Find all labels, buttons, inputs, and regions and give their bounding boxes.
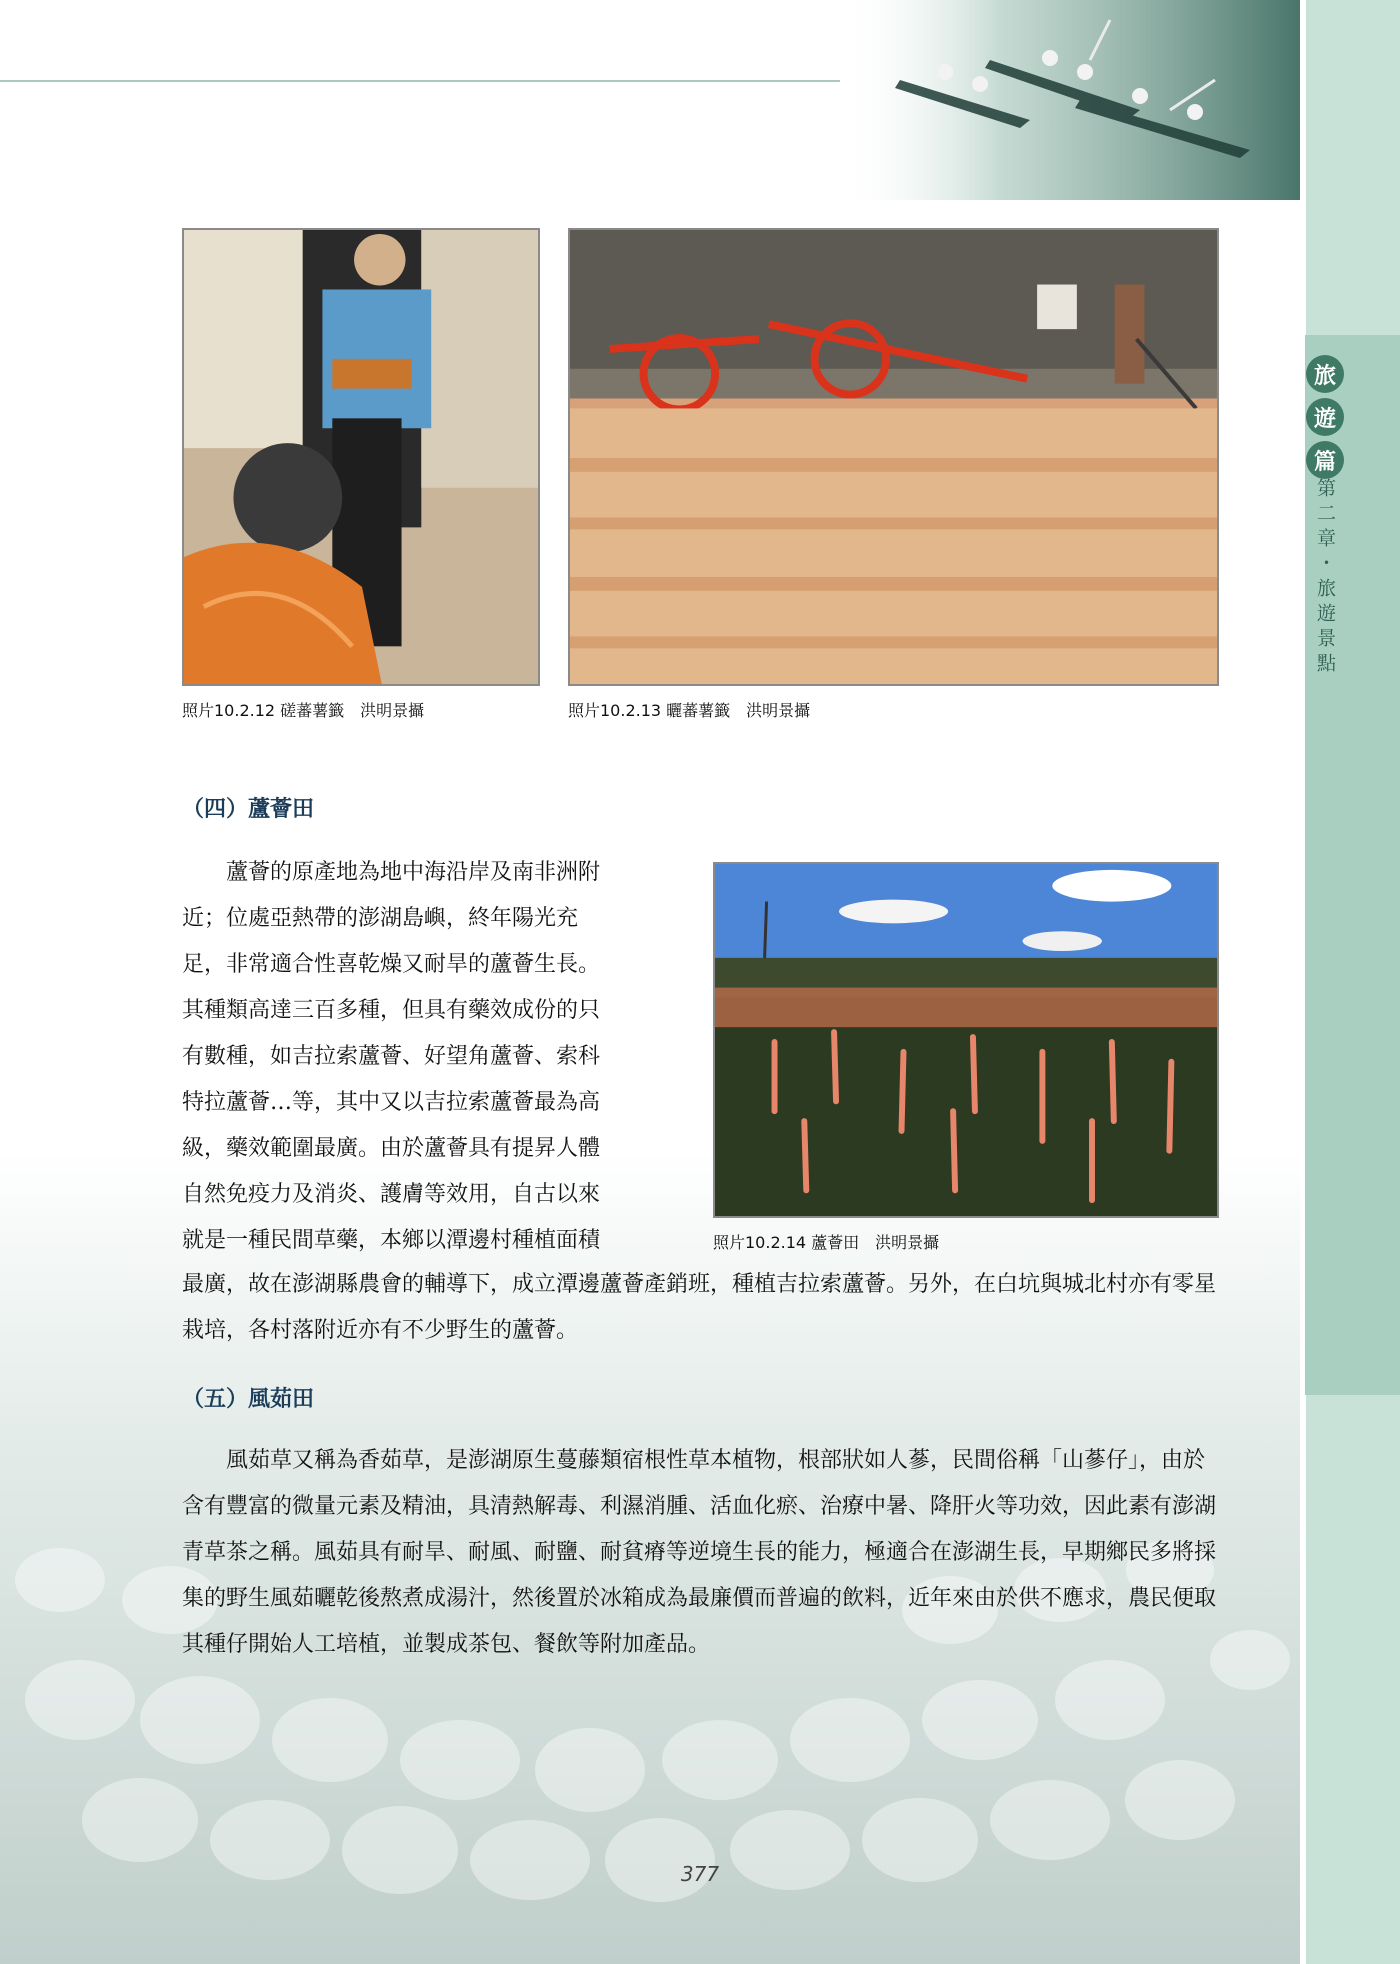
header-rule	[0, 80, 840, 82]
aloe-paragraph-beside-photo	[182, 850, 690, 1264]
photo-sweet-potato-shredding	[182, 228, 540, 686]
aloe-line-3: 足，非常適合性喜乾燥又耐旱的蘆薈生長。	[182, 952, 601, 977]
aloe-paragraph-continuation: 最廣，故在澎湖縣農會的輔導下，成立潭邊蘆薈產銷班，種植吉拉索蘆薈。另外，在白坑與城北村亦有零星栽培，各村落附近亦有不少野生的蘆薈。	[182, 1272, 1217, 1343]
fengru-paragraph: 風茹草又稱為香茹草，是澎湖原生蔓藤類宿根性草本植物，根部狀如人蔘，民間俗稱「山蔘仔」，由於含有豐富的微量元素及精油，具清熱解毒、利濕消腫、活血化瘀、治療中暑、降肝火等功效，因此素有澎湖青草茶之稱。風茹具有耐旱、耐風、耐鹽、耐貧瘠等逆境生長的能力，極適合在澎湖生長，早期鄉民多將採集的野生風茹曬乾後熬煮成湯汁，然後置於冰箱成為最廉價而普遍的飲料，近年來由於供不應求，農民便取其種仔開始人工培植，並製成茶包、餐飲等附加產品。	[182, 1448, 1217, 1657]
aloe-line-2: 近；位處亞熱帶的澎湖島嶼，終年陽光充	[182, 906, 579, 931]
photo-aloe-field	[713, 862, 1219, 1218]
photo-caption-1: 照片10.2.12 磋蕃薯籤 洪明景攝	[182, 701, 425, 720]
aloe-line-5: 有數種，如吉拉索蘆薈、好望角蘆薈、索科	[182, 1044, 601, 1069]
badge-char-1: 旅	[1306, 355, 1344, 393]
chapter-label: 第二章・旅遊景點	[1314, 478, 1336, 678]
badge-char-2: 遊	[1306, 398, 1344, 436]
aloe-line-4: 其種類高達三百多種，但具有藥效成份的只	[182, 998, 601, 1023]
badge-char-3: 篇	[1306, 441, 1344, 479]
kayak-header-image	[840, 0, 1300, 200]
section-heading-aloe: （四）蘆薈田	[182, 796, 315, 822]
aloe-line-6: 特拉蘆薈…等，其中又以吉拉索蘆薈最為高	[182, 1090, 601, 1115]
photo-caption-2: 照片10.2.13 曬蕃薯籤 洪明景攝	[568, 701, 811, 720]
aloe-line-9: 就是一種民間草藥，本鄉以潭邊村種植面積	[182, 1228, 601, 1253]
aloe-line-7: 級，藥效範圍最廣。由於蘆薈具有提昇人體	[182, 1136, 601, 1161]
photo-drying-courtyard	[568, 228, 1219, 686]
aloe-line-8: 自然免疫力及消炎、護膚等效用，自古以來	[182, 1182, 601, 1207]
page-number: 377	[680, 1862, 720, 1886]
photo-caption-3: 照片10.2.14 蘆薈田 洪明景攝	[713, 1233, 940, 1252]
section-heading-fengru: （五）風茹田	[182, 1386, 315, 1412]
aloe-line-1: 蘆薈的原產地為地中海沿岸及南非洲附	[182, 860, 601, 885]
